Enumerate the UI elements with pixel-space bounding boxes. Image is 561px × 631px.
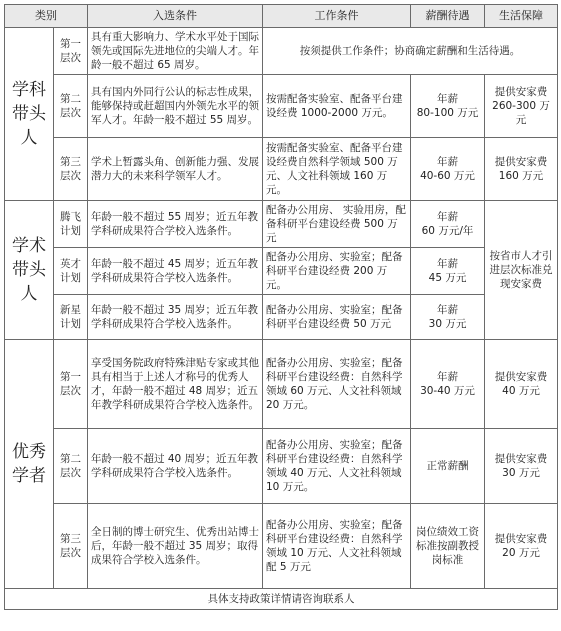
living-cell: 提供安家费 20 万元 [485,504,558,589]
group-label: 优秀 学者 [5,340,54,589]
condition-cell: 具有国内外同行公认的标志性成果，能够保持或赶超国内外领先水平的领军人才。年龄一般不超过 55 周岁。 [88,75,263,138]
salary-cell: 正常薪酬 [411,429,485,504]
level-label: 英才 计划 [54,248,88,295]
header-category: 类别 [5,5,88,28]
table-row [5,504,558,589]
level-label: 第三 层次 [54,138,88,201]
work-cell: 配备办公用房、实验室；配备科研平台建设经费：自然科学领域 60 万元、人文社科领域 20 万元。 [263,340,411,429]
living-cell: 提供安家费 30 万元 [485,429,558,504]
talent-policy-table-wrapper [4,4,557,626]
living-cell: 提供安家费 40 万元 [485,340,558,429]
salary-cell: 岗位绩效工资标准按副教授岗标准 [411,504,485,589]
work-cell: 配备办公用房、实验室；配备科研平台建设经费：自然科学领域 40 万元、人文社科领域 10 万元。 [263,429,411,504]
work-cell: 配备办公用房、实验室；配备科研平台建设经费 200 万元。 [263,248,411,295]
header-row [5,5,558,28]
salary-cell: 年薪 80-100 万元 [411,75,485,138]
condition-cell: 全日制的博士研究生、优秀出站博士后，年龄一般不超过 35 周岁；取得成果符合学校入选条件。 [88,504,263,589]
talent-policy-table [4,4,558,610]
work-merged-cell: 按须提供工作条件；协商确定薪酬和生活待遇。 [263,28,558,75]
work-cell: 按需配备实验室、配备平台建设经费自然科学领域 500 万元、人文社科领域 160 万元。 [263,138,411,201]
table-row [5,248,558,295]
header-living: 生活保障 [485,5,558,28]
table-row [5,340,558,429]
salary-cell: 年薪 40-60 万元 [411,138,485,201]
salary-cell: 年薪 45 万元 [411,248,485,295]
salary-cell: 年薪 60 万元/年 [411,201,485,248]
level-label: 新星 计划 [54,295,88,340]
level-label: 腾飞 计划 [54,201,88,248]
living-cell: 提供安家费 260-300 万元 [485,75,558,138]
level-label: 第二 层次 [54,429,88,504]
condition-cell: 年龄一般不超过 40 周岁；近五年教学科研成果符合学校入选条件。 [88,429,263,504]
level-label: 第二 层次 [54,75,88,138]
work-cell: 配备办公用房、实验室；配备科研平台建设经费：自然科学领域 10 万元、人文社科领域配 5 万元 [263,504,411,589]
living-cell: 提供安家费 160 万元 [485,138,558,201]
work-cell: 按需配备实验室、配备平台建设经费 1000-2000 万元。 [263,75,411,138]
condition-cell: 年龄一般不超过 45 周岁；近五年教学科研成果符合学校入选条件。 [88,248,263,295]
condition-cell: 学术上暂露头角、创新能力强、发展潜力大的未来科学领军人才。 [88,138,263,201]
table-row [5,295,558,340]
footer-row [5,589,558,610]
table-row [5,201,558,248]
table-row [5,75,558,138]
condition-cell: 年龄一般不超过 55 周岁；近五年教学科研成果符合学校入选条件。 [88,201,263,248]
condition-cell: 年龄一般不超过 35 周岁；近五年教学科研成果符合学校入选条件。 [88,295,263,340]
condition-cell: 具有重大影响力、学术水平处于国际领先或国际先进地位的尖端人才。年龄一般不超过 65 周岁。 [88,28,263,75]
header-condition: 入选条件 [88,5,263,28]
group-label: 学科 带头 人 [5,28,54,201]
header-work: 工作条件 [263,5,411,28]
living-merged-cell: 按省市人才引进层次标准兑现安家费 [485,201,558,340]
work-cell: 配备办公用房、实验室；配备科研平台建设经费 50 万元 [263,295,411,340]
salary-cell: 年薪 30 万元 [411,295,485,340]
footer-note: 具体支持政策详情请咨询联系人 [5,589,558,610]
table-row [5,138,558,201]
salary-cell: 年薪 30-40 万元 [411,340,485,429]
level-label: 第一 层次 [54,340,88,429]
table-row [5,429,558,504]
header-salary: 薪酬待遇 [411,5,485,28]
table-row [5,28,558,75]
condition-cell: 享受国务院政府特殊津贴专家或其他具有相当于上述人才称号的优秀人才，年龄一般不超过 48 周岁；近五年教学科研成果符合学校入选条件。 [88,340,263,429]
level-label: 第三 层次 [54,504,88,589]
level-label: 第一 层次 [54,28,88,75]
work-cell: 配备办公用房、 实验用房，配备科研平台建设经费 500 万元 [263,201,411,248]
group-label: 学术 带头 人 [5,201,54,340]
